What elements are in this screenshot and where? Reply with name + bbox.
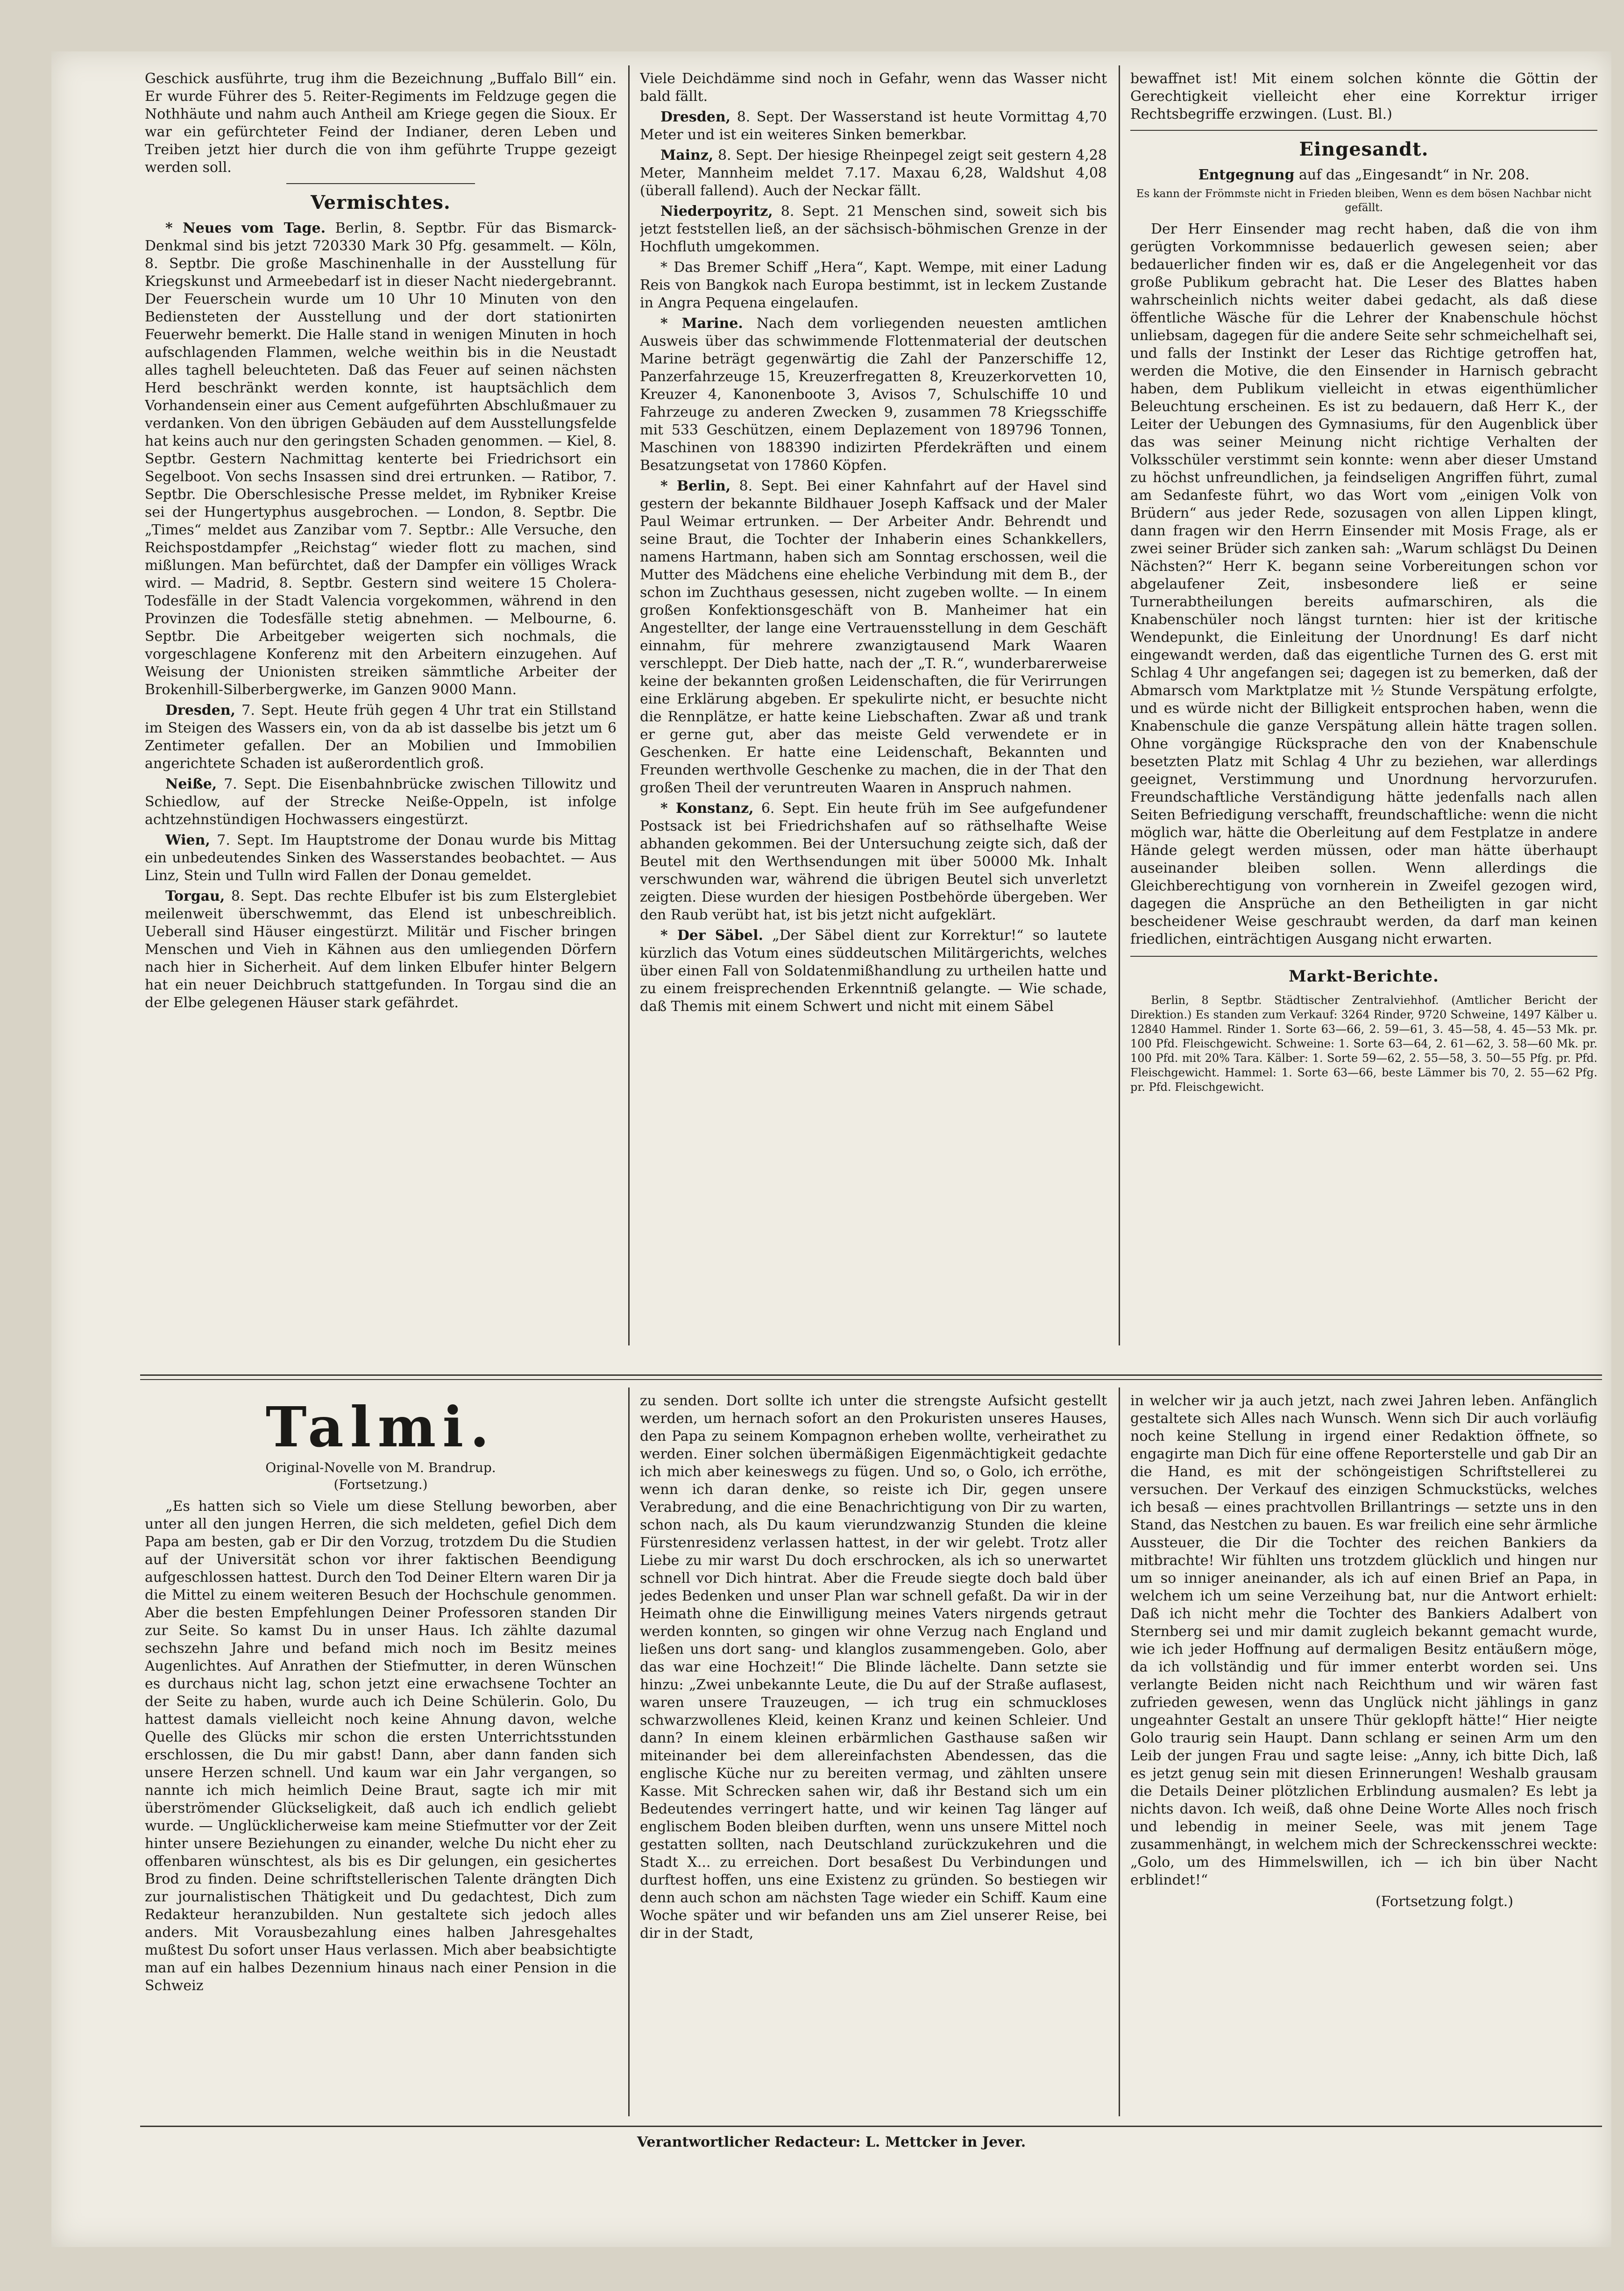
buffalo-bill-paragraph: Geschick ausführte, trug ihm die Bezeichnung „Buffalo Bill“ ein. Er wurde Führer des 5. Reiter-Regiments im Feldzuge gegen die Nothhäute und nahm auch Antheil am Kriege gegen die Sioux. Er war ein gefürchteter Feind der Indianer, deren Leben und Treiben jetzt hier durch die von ihm geführte Truppe gezeigt werden soll. xyxy=(145,71,617,176)
item-text: 7. Sept. Die Eisenbahnbrücke zwischen Tillowitz und Schiedlow, auf der Strecke Neiße-Oppeln, ist infolge achtzehnstündigen Hochwassers eingestürzt. xyxy=(145,776,617,828)
novel-to-be-continued: (Fortsetzung folgt.) xyxy=(1376,1893,1513,1910)
feuilleton-column-3 xyxy=(1130,1392,1597,2112)
item-lead: Dresden, xyxy=(660,109,731,125)
news-item-konstanz xyxy=(640,800,1107,924)
section-title-markt-berichte: Markt-Berichte. xyxy=(1289,967,1439,986)
novel-title: Talmi. xyxy=(265,1395,496,1459)
column-rule xyxy=(1119,65,1120,1345)
item-lead: * Konstanz, xyxy=(660,800,754,817)
news-item-bremer-schiff: * Das Bremer Schiff „Hera“, Kapt. Wempe, mit einer Ladung Reis von Bangkok nach Europa bestimmt, ist in leckem Zustande in Angra Pequena eingelaufen. xyxy=(640,259,1107,311)
column-rule xyxy=(628,1387,630,2116)
item-text: bewaffnet ist! Mit einem solchen könnte die Göttin der Gerechtigkeit vielleicht eher eine Korrektur irriger Rechtsbegriffe erzwingen. xyxy=(1130,71,1597,122)
item-lead: * Neues vom Tage. xyxy=(165,220,326,236)
item-text: „Der Säbel dient zur Korrektur!“ so lautete kürzlich das Votum eines süddeutschen Militärgerichts, welches über einen Fall von Soldatenmißhandlung zu urtheilen hatte und zu einem freisprechenden Erkenntniß gelangte. — Wie schade, daß Themis mit einem Schwert und nicht mit einem Säbel xyxy=(640,927,1107,1015)
section-title-vermischtes: Vermischtes. xyxy=(311,192,451,213)
news-column-3 xyxy=(1130,70,1597,1345)
news-item-neues-vom-tage xyxy=(145,220,617,699)
novel-text: in welcher wir ja auch jetzt, nach zwei Jahren leben. Anfänglich gestaltete sich Alles nach Wunsch. Wenn sich Dir auch vorläufig noch keine Stellung in irgend einer Redaktion öffnete, so engagirte man Dich für eine offene Reporterstelle und gab Dir an die Hand, es mit der schöngeistigen Schriftstellerei zu versuchen. Der Verkauf des einzigen Schmuckstücks, welches ich besaß — eines prachtvollen Brillantrings — setzte uns in den Stand, das Nestchen zu bauen. Es war freilich eine sehr ärmliche Aussteuer, die Dir die Tochter des reichen Bankiers da mitbrachte! Wir fühlten uns trotzdem glücklich und hingen nur um so inniger aneinander, als ich auf einen Brief an Papa, in welchem ich um seine Verzeihung bat, nur die Antwort erhielt: Daß ich nicht mehr die Tochter des Bankiers Adalbert von Sternberg sei und mir damit zugleich bekannt gemacht wurde, wie ich jeder Hoffnung auf dermaligen Besitz entäußern möge, da ich vollständig und für immer enterbt worden sei. Uns verlangte Beiden nicht nach Reichthum und wir wären fast zufrieden gewesen, wenn das Unglück nicht jählings in ganz ungeahnter Gestalt an unsere Thür geklopft hätte!“ Hier neigte Golo traurig sein Haupt. Dann schlang er seinen Arm um den Leib der jungen Frau und sagte leise: „Anny, ich bitte Dich, laß es jetzt genug sein mit diesen Erinnerungen! Weshalb grausam die Details Deiner plötzlichen Erblindung ausmalen? Es lebt ja nichts davon. Ich weiß, daß ohne Deine Worte Alles noch frisch und lebendig in meiner Seele, was mit jenem Tage zusammenhängt, in welchem mich der Schreckensschrei weckte: „Golo, um des Himmelswillen, ich — ich bin über Nacht erblindet!“ xyxy=(1130,1393,1597,1888)
novel-text: zu senden. Dort sollte ich unter die strengste Aufsicht gestellt werden, um hernach sofort an den Prokuristen unseres Hauses, den Papa zu seinem Kompagnon erheben wollte, verheirathet zu werden. Einer solchen übermäßigen Eigenmächtigkeit gedachte ich mich aber keineswegs zu fügen. Und so, o Golo, ich erröthe, wenn ich daran denke, so reiste ich Dir, gegen unsere Verabredung, and die eine Benachrichtigung von Dir zu warten, schon nach, als Du kaum vierundzwanzig Stunden die kleine Fürstenresidenz verlassen hattest, in der wir gelebt. Trotz aller Liebe zu mir warst Du doch erschrocken, als ich so unerwartet schnell vor Dich hintrat. Aber die Freude siegte doch bald über jedes Bedenken und unser Plan war schnell gefaßt. Da wir in der Heimath ohne die Einwilligung meines Vaters nirgends getraut werden konnten, so gingen wir ohne Verzug nach England und ließen uns dort sang- und klanglos zusammengeben. Golo, aber das war eine Hochzeit!“ Die Blinde lächelte. Dann setzte sie hinzu: „Zwei unbekannte Leute, die Du auf der Straße auflasest, waren unsere Trauzeugen, — ich trug ein schmuckloses schwarzwollenes Kleid, keinen Kranz und keinen Schleier. Und dann? In einem kleinen erbärmlichen Gasthause saßen wir miteinander bei dem allereinfachsten Abendessen, das die englische Küche nur zu bereiten vermag, und zählten unsere Kasse. Mit Schrecken sahen wir, daß ihr Bestand sich um ein Bedeutendes verringert hatte, und wir keinen Tag länger auf englischem Boden bleiben durften, wenn uns unsere Mittel noch gestatten sollten, nach Deutschland zurückzukehren und die Stadt X... zu erreichen. Dort besaßest Du Verbindungen und durftest hoffen, uns eine Existenz zu gründen. So bestiegen wir denn auch schon am nächsten Tage wieder ein Schiff. Kaum eine Woche später und wir befanden uns am Ziel unserer Reise, bei dir in der Stadt, xyxy=(640,1393,1107,1942)
news-item-berlin xyxy=(640,477,1107,797)
section-separator xyxy=(140,1379,1602,1380)
item-lead: * Berlin, xyxy=(660,478,731,494)
item-lead: Torgau, xyxy=(165,888,225,904)
item-lead: Neiße, xyxy=(165,776,217,792)
item-text: 8. Sept. Der hiesige Rheinpegel zeigt seit gestern 4,28 Meter, Mannheim meldet 7.17. Maxau 6,28, Waldshut 4,08 (überall fallend). Auch der Neckar fällt. xyxy=(640,147,1107,199)
news-column-1 xyxy=(145,70,617,1345)
item-text: Nach dem vorliegenden neuesten amtlichen Ausweis über das schwimmende Flottenmaterial der deutschen Marine beträgt gegenwärtig die Zahl der Panzerschiffe 12, Panzerfahrzeuge 15, Kreuzerfregatten 8, Kreuzerkorvetten 10, Kreuzer 4, Kanonenboote 3, Avisos 7, Schulschiffe 10 und Fahrzeuge zu anderen Zwecken 9, zusammen 78 Kriegsschiffe mit 533 Geschützen, einem Deplazement von 189796 Tonnen, Maschinen von 188390 indizirten Pferdekräften und einem Besatzungsetat von 17860 Köpfen. xyxy=(640,315,1107,474)
divider xyxy=(1130,130,1597,131)
news-item-niederpoyritz xyxy=(640,203,1107,256)
imprint-line: Verantwortlicher Redacteur: L. Mettcker in Jever. xyxy=(637,2134,1026,2150)
item-text: 6. Sept. Ein heute früh im See aufgefundener Postsack ist bei Friedrichshafen auf so räthselhafte Weise abhanden gekommen. Bei der Untersuchung zeigte sich, daß der Beutel mit den Werthsendungen mit über 50000 Mk. Inhalt verschwunden war, während die übrigen Beutel sich unverletzt zeigten. Diese wurden der hiesigen Postbehörde übergeben. Wer den Raub verübt hat, ist bis jetzt nicht aufgeklärt. xyxy=(640,800,1107,923)
feuilleton-column-2 xyxy=(640,1392,1107,2112)
news-item-dresden-2 xyxy=(640,108,1107,144)
item-text: 8. Sept. Das rechte Elbufer ist bis zum Elsterglebiet meilenweit überschwemmt, das Elend ist unbeschreiblich. Ueberall sind Häuser eingestürzt. Militär und Fischer bringen Menschen und Vieh in Kähnen aus den umliegenden Dörfern nach hier in Sicherheit. Auf dem linken Elbufer hinter Belgern hat ein neuer Deichbruch stattgefunden. In Torgau sind die an der Elbe gelegenen Häuser stark gefährdet. xyxy=(145,888,617,1011)
news-item-torgau xyxy=(145,888,617,1012)
news-item-dresden xyxy=(145,702,617,773)
novel-text: „Es hatten sich so Viele um diese Stellung beworben, aber unter all den jungen Herren, die sich meldeten, gefiel Dich dem Papa am besten, gab er Dir den Vorzug, trotzdem Du die Studien auf der Universität schon vor ihrer faktischen Beendigung aufgeschlossen hattest. Durch den Tod Deiner Eltern waren Dir ja die Mittel zu einem weiteren Besuch der Hochschule genommen. Aber die besten Empfehlungen Deiner Professoren standen Dir zur Seite. So kamst Du in unser Haus. Ich zählte dazumal sechszehn Jahre und befand mich noch im Besitz meines Augenlichtes. Auf Anrathen der Stiefmutter, in deren Wünschen es durchaus nicht lag, schon jetzt eine erwachsene Tochter an der Seite zu haben, wurde auch ich Deine Schülerin. Golo, Du hattest damals vielleicht noch keine Ahnung davon, welche Quelle des Glücks mir schon die ersten Unterrichtsstunden erschlossen, die Du mir gabst! Dann, aber dann fanden sich unsere Herzen schnell. Und kaum war ein Jahr vergangen, so nannte ich mich heimlich Deine Braut, sagte ich mir mit überströmender Glückseligkeit, daß auch ich endlich geliebt wurde. — Unglücklicherweise kam meine Stiefmutter vor der Zeit hinter unsere Beziehungen zu einander, welche Du nicht eher zu offenbaren wünschtest, als bis es Dir gelungen, ein gesichertes Brod zu finden. Deine schriftstellerischen Talente drängten Dich zur journalistischen Thätigkeit und Du gedachtest, Dich zum Redakteur heranzubilden. Nun gestaltete sich jedoch alles anders. Mit Vorausbezahlung eines halben Jahresgehaltes mußtest Du sofort unser Haus verlassen. Mich aber beabsichtigte man auf ein halbes Dezennium hinaus nach einer Pension in die Schweiz xyxy=(145,1498,617,1994)
item-lead: Wien, xyxy=(165,832,210,848)
novel-continuation: (Fortsetzung.) xyxy=(333,1477,428,1492)
news-item-saebel xyxy=(640,927,1107,1016)
news-item-wien xyxy=(145,832,617,885)
feuilleton-column-1 xyxy=(145,1392,617,2112)
item-text: Berlin, 8. Septbr. Für das Bismarck-Denkmal sind bis jetzt 720330 Mark 30 Pfg. gesammelt. — Köln, 8. Septbr. Die große Maschinenhalle in der Ausstellung für Kriegskunst und Armeebedarf ist in dieser Nacht niedergebrannt. Der Feuerschein wurde um 10 Uhr 10 Minuten von den Bediensteten der Ausstellung und der dort stationirten Feuerwehr bemerkt. Die Halle stand in wenigen Minuten in hoch aufschlagenden Flammen, welche weithin bis in die Neustadt alles taghell beleuchteten. Daß das Feuer auf seinen nächsten Herd beschränkt werden konnte, ist hauptsächlich dem Vorhandensein einer aus Cement aufgeführten Abschlußmauer zu verdanken. Von den übrigen Gebäuden auf dem Ausstellungsfelde hat keins auch nur den geringsten Schaden genommen. — Kiel, 8. Septbr. Gestern Nachmittag kenterte bei Friedrichsort ein Segelboot. Von sechs Insassen sind drei ertrunken. — Ratibor, 7. Septbr. Die Oberschlesische Presse meldet, im Rybniker Kreise sei der Hungertyphus ausgebrochen. — London, 8. Septbr. Die „Times“ meldet aus Zanzibar vom 7. Septbr.: Alle Versuche, den Reichspostdampfer „Reichstag“ wieder flott zu machen, sind mißlungen. Man befürchtet, daß der Dampfer ein völliges Wrack wird. — Madrid, 8. Septbr. Gestern sind weitere 15 Cholera-Todesfälle in der Stadt Valencia vorgekommen, während in den Provinzen die Todesfälle stetig abnehmen. — Melbourne, 6. Septbr. Die Arbeitgeber weigerten sich nochmals, die vorgeschlagene Konferenz mit den Arbeitern einzugehen. Auf Weisung der Unionisten streiken sämmtliche Arbeiter der Brokenhill-Silberbergwerke, im Ganzen 9000 Mann. xyxy=(145,220,617,698)
column-rule xyxy=(1119,1387,1120,2116)
divider xyxy=(1130,956,1597,957)
item-lead: * Marine. xyxy=(660,315,743,332)
item-lead: Mainz, xyxy=(660,147,714,164)
news-item-marine xyxy=(640,315,1107,475)
item-text: 8. Sept. Der Wasserstand ist heute Vormittag 4,70 Meter und ist ein weiteres Sinken bemerkbar. xyxy=(640,109,1107,143)
section-title-eingesandt: Eingesandt. xyxy=(1299,138,1429,160)
item-text: 8. Sept. 21 Menschen sind, soweit sich bis jetzt feststellen ließ, an der sächsisch-böhmischen Grenze in der Hochfluth umgekommen. xyxy=(640,203,1107,255)
item-lead: Niederpoyritz, xyxy=(660,203,773,220)
item-lead: * Der Säbel. xyxy=(660,927,763,944)
item-text: 8. Sept. Bei einer Kahnfahrt auf der Havel sind gestern der bekannte Bildhauer Joseph Kaffsack und der Maler Paul Weimar ertrunken. — Der Arbeiter Andr. Behrendt und seine Braut, die Tochter der Inhaberin eines Schankkellers, namens Hartmann, haben sich am Sonntag erschossen, weil die Mutter des Mädchens eine eheliche Verbindung mit dem B., der schon im Zuchthaus gesessen, nicht zugeben wollte. — In einem großen Konfektionsgeschäft von B. Manheimer hat ein Angestellter, der lange eine Vertrauensstellung in dem Geschäft einnahm, für mehrere zwanzigtausend Mark Waaren verschleppt. Der Dieb hatte, nach der „T. R.“, wunderbarerweise keine der bekannten großen Leidenschaften, die für Verirrungen eine Erklärung abgeben. Er spekulirte nicht, er besuchte nicht die Rennplätze, er hatte keine Liebschaften. Zwar aß und trank er gerne gut, aber das meiste Geld verwendete er in Geschenken. Er hatte eine Leidenschaft, Bekannten und Freunden werthvolle Geschenke zu machen, die in der That den großen Theil der veruntreuten Waaren in Anspruch nahmen. xyxy=(640,478,1107,796)
deich-paragraph: Viele Deichdämme sind noch in Gefahr, wenn das Wasser nicht bald fällt. xyxy=(640,71,1107,105)
news-column-2 xyxy=(640,70,1107,1345)
section-separator xyxy=(140,1374,1602,1376)
markt-berichte-text: Berlin, 8 Septbr. Städtischer Zentralviehhof. (Amtlicher Bericht der Direktion.) Es standen zum Verkauf: 3264 Rinder, 9720 Schweine, 1497 Kälber u. 12840 Hammel. Rinder 1. Sorte 63—66, 2. 59—61, 3. 45—58, 4. 45—53 Mk. pr. 100 Pfd. Fleischgewicht. Schweine: 1. Sorte 63—64, 2. 61—62, 3. 58—60 Mk. pr. 100 Pfd. mit 20% Tara. Kälber: 1. Sorte 59—62, 2. 55—58, 3. 50—55 Pfg. pr. Pfd. Fleischgewicht. Hammel: 1. Sorte 63—66, beste Lämmer bis 70, 2. 55—62 Pfg. pr. Pfd. Fleischgewicht. xyxy=(1130,994,1597,1094)
item-lead: Dresden, xyxy=(165,702,236,719)
entgegnung-lead: Entgegnung xyxy=(1198,167,1295,183)
column-rule xyxy=(628,65,630,1345)
newspaper-page xyxy=(51,51,1611,2247)
motto-quote: Es kann der Frömmste nicht in Frieden bleiben, Wenn es dem bösen Nachbar nicht gefällt. xyxy=(1136,188,1592,214)
news-item-neisse xyxy=(145,776,617,829)
saebel-continuation xyxy=(1130,70,1597,123)
entgegnung-ref: auf das „Eingesandt“ in Nr. 208. xyxy=(1299,167,1530,183)
news-item-mainz xyxy=(640,147,1107,200)
eingesandt-body: Der Herr Einsender mag recht haben, daß die von ihm gerügten Vorkommnisse bedauerlich gewesen seien; aber bedauerlicher finden wir es, daß er die Angelegenheit vor das große Publikum gebracht hat. Die Leser des Blattes haben wahrscheinlich nichts weiter dabei gedacht, als daß diese öffentliche Wäsche für die Lehrer der Knabenschule höchst unliebsam, dagegen für die andere Seite sehr schmeichelhaft sei, und falls der Instinkt der Leser das Richtige getroffen hat, werden die Motive, die den Einsender in Harnisch gebracht haben, dem Publikum vielleicht in etwas eigenthümlicher Beleuchtung erscheinen. Es ist zu bedauern, daß Herr K., der Leiter der Uebungen des Gymnasiums, für den Augenblick über das was seiner Meinung nicht richtige Verhalten der Volksschüler verstimmt sein konnte: wenn aber dieser Umstand zu höchst unfreundlichen, ja feindseligen Angriffen führt, zumal am Sedanfeste führt, wo das Wort vom „einigen Volk von Brüdern“ aus jeder Rede, sozusagen von allen Lippen klingt, dann fragen wir den Herrn Einsender mit Mosis Frage, als er zwei seiner Brüder sich zanken sah: „Warum schlägst Du Deinen Nächsten?“ Herr K. begann seine Vorbereitungen schon vor abgelaufener Zeit, insbesondere ließ er seine Turnerabtheilungen bereits aufmarschiren, als die Knabenschüler noch längst turnten: hier ist der kritische Wendepunkt, die Einleitung der Unordnung! Es darf nicht eingewandt werden, daß das eigentliche Turnen des G. erst mit Schlag 4 Uhr angefangen sei; dagegen ist zu bemerken, daß der Abmarsch vom Marktplatze mit ½ Stunde Verspätung erfolgte, und es würde nicht der Billigkeit entsprochen haben, wenn die Knabenschule die ganze Verspätung allein hätte tragen sollen. Ohne vorgängige Rücksprache den von der Knabenschule besetzten Platz mit Schlag 4 Uhr zu beziehen, war allerdings geeignet, Verstimmung und Unordnung hervorzurufen. Freundschaftliche Verständigung hätte jedenfalls nach allen Seiten Befriedigung verschafft, freundschaftliche: wenn die nicht möglich war, hätte die Oberleitung auf dem Festplatze in andere Hände gelegt werden müssen, oder man hätte überhaupt auseinander bleiben sollen. Wenn allerdings die Gleichberechtigung von vornherein in Zweifel gezogen wird, dagegen die Ansprüche an den Betheiligten in gar nicht bescheidener Weise geschraubt werden, da darf man keinen friedlichen, einträchtigen Ausgang nicht erwarten. xyxy=(1130,221,1597,947)
source-note: (Lust. Bl.) xyxy=(1322,106,1392,122)
imprint-rule xyxy=(140,2126,1602,2127)
item-text: 7. Sept. Im Hauptstrome der Donau wurde bis Mittag ein unbedeutendes Sinken des Wasserstandes beobachtet. — Aus Linz, Stein und Tulln wird Fallen der Donau gemeldet. xyxy=(145,832,617,884)
novel-subtitle: Original-Novelle von M. Brandrup. xyxy=(265,1460,496,1475)
entgegnung-heading xyxy=(1130,166,1597,184)
divider xyxy=(286,183,475,184)
item-text: 7. Sept. Heute früh gegen 4 Uhr trat ein Stillstand im Steigen des Wassers ein, von da ab ist dasselbe bis jetzt um 6 Zentimeter gefallen. Der an Mobilien und Immobilien angerichtete Schaden ist außerordentlich groß. xyxy=(145,702,617,772)
